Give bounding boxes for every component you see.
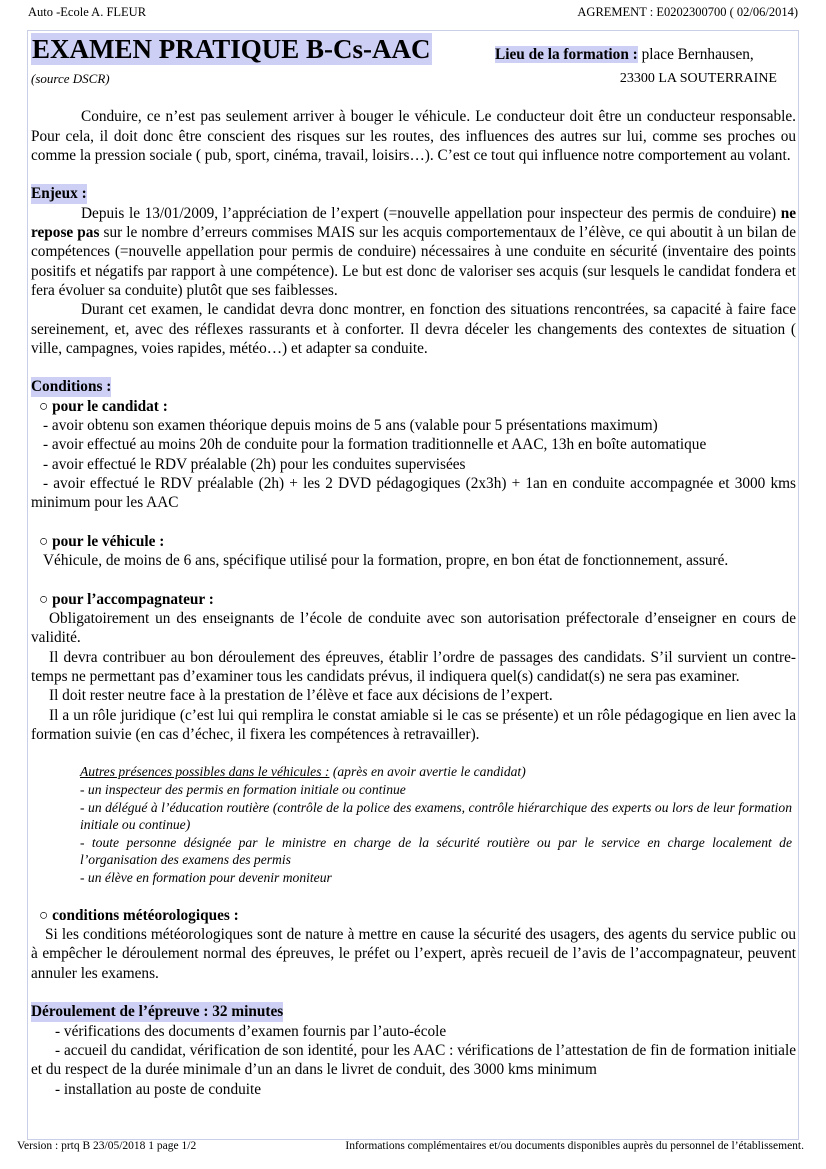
list-item: - un délégué à l’éducation routière (contrôle de la police des examens, contrôle hiérarchique des experts ou lors de leur formation initiale ou continue) — [80, 799, 792, 833]
lieu-label: Lieu de la formation : — [495, 46, 638, 63]
accompagnateur-paragraph: Il devra contribuer au bon déroulement des épreuves, établir l’ordre de passages des candidats. S’il survient un contre-temps ne permettant pas d’examiner tous les candidats prévus, il indiquera quel(s) candidat(s) ne sera pas examiner. — [31, 648, 796, 685]
vehicule-text: Véhicule, de moins de 6 ans, spécifique utilisé pour la formation, propre, en bon état de fonctionnement, assuré. — [43, 552, 729, 570]
vehicule-heading: ○ pour le véhicule : — [39, 532, 165, 550]
meteo-text: Si les conditions météorologiques sont de nature à mettre en cause la sécurité des usagers, des agents du service public ou à empêcher le déroulement normal des épreuves, le préfet ou l’expert, après recueil de l’avis de l’accompagnateur, peuvent annuler les examens. — [31, 926, 796, 982]
list-item: - avoir effectué au moins 20h de conduite pour la formation traditionnelle et AAC, 13h en boîte automatique — [43, 436, 707, 454]
accompagnateur-paragraph: Obligatoirement un des enseignants de l’école de conduite avec son autorisation préfectorale d’enseigner en cours de validité. — [31, 610, 796, 647]
autres-presences-title: Autres présences possibles dans le véhicules : — [80, 764, 330, 780]
autres-presences-note: (après en avoir avertie le candidat) — [329, 764, 526, 780]
header-school-name: Auto -Ecole A. FLEUR — [28, 5, 147, 19]
meteo-heading: ○ conditions météorologiques : — [39, 906, 239, 924]
page-title: EXAMEN PRATIQUE B-Cs-AAC — [32, 34, 431, 64]
footer-info: Informations complémentaires et/ou documents disponibles auprès du personnel de l’établissement. — [345, 1140, 804, 1152]
header-agrement: AGREMENT : E0202300700 ( 02/06/2014) — [577, 5, 798, 19]
source-note: (source DSCR) — [31, 71, 110, 86]
document-body — [31, 33, 796, 1099]
list-item: - un élève en formation pour devenir moniteur — [80, 869, 332, 885]
intro-paragraph: Conduire, ce n’est pas seulement arriver à bouger le véhicule. Le conducteur doit être un conducteur responsable. Pour cela, il doit donc être conscient des risques sur les routes, des influences des autres sur lui, comme ses proches ou comme la pression sociale ( pub, sport, cinéma, travail, loisirs…). C’est ce tout qui influence notre comportement au volant. — [31, 108, 796, 164]
lieu-formation — [495, 45, 754, 64]
autres-presences-block — [31, 763, 792, 886]
lieu-line2: 23300 LA SOUTERRAINE — [619, 71, 777, 86]
accompagnateur-paragraph: Il doit rester neutre face à la prestation de l’élève et face aux décisions de l’expert. — [49, 687, 553, 705]
list-item: - vérifications des documents d’examen fournis par l’auto-école — [55, 1022, 447, 1040]
list-item: - un inspecteur des permis en formation initiale ou continue — [80, 781, 406, 797]
accompagnateur-paragraph: Il a un rôle juridique (c’est lui qui remplira le constat amiable si le cas se présente) et un rôle pédagogique en lien avec la formation suivie (en cas d’échec, il fixera les compétences à retravailler). — [31, 706, 796, 743]
section-deroulement-heading: Déroulement de l’épreuve : 32 minutes — [31, 1003, 284, 1021]
list-item: - avoir effectué le RDV préalable (2h) pour les conduites supervisées — [43, 455, 466, 473]
enjeux-paragraph-1: Depuis le 13/01/2009, l’appréciation de l’expert (=nouvelle appellation pour inspecteur des permis de conduire) ne repose pas sur le nombre d’erreurs commises MAIS sur les acquis comportementaux de l’élève, ce qui aboutit à un bilan de compétences (=nouvelle appellation pour permis de conduire) nécessaires à une conduite en sécurité (inventaire des points positifs et négatifs par rapport à une compétence). Le but est donc de valoriser ses acquis (sur lesquels le candidat fondera et fera évoluer sa conduite) plutôt que ses faiblesses. — [31, 204, 796, 299]
lieu-line1: place Bernhausen, — [637, 46, 754, 63]
list-item: - installation au poste de conduite — [55, 1080, 262, 1098]
accompagnateur-heading: ○ pour l’accompagnateur : — [39, 590, 214, 608]
list-item: - avoir effectué le RDV préalable (2h) + les 2 DVD pédagogiques (2x3h) + 1an en conduite accompagnée et 3000 kms minimum pour les AAC — [31, 474, 796, 512]
list-item: - accueil du candidat, vérification de son identité, pour les AAC : vérifications de l’attestation de fin de formation initiale et du respect de la durée minimale d’un an dans le livret de conduit, des 3000 kms minimum — [31, 1041, 796, 1079]
candidat-heading: ○ pour le candidat : — [39, 397, 168, 415]
footer-version: Version : prtq B 23/05/2018 1 page 1/2 — [17, 1140, 197, 1152]
list-item: - avoir obtenu son examen théorique depuis moins de 5 ans (valable pour 5 présentations maximum) — [43, 417, 658, 435]
section-conditions-heading: Conditions : — [31, 378, 112, 396]
list-item: - toute personne désignée par le ministre en charge de la sécurité routière ou par le service en charge localement de l’organisation des examens des permis — [80, 834, 792, 868]
section-enjeux-heading: Enjeux : — [31, 185, 87, 203]
enjeux-paragraph-2: Durant cet examen, le candidat devra donc montrer, en fonction des situations rencontrées, sa capacité à faire face sereinement, et, avec des réflexes rassurants et à conforter. Il devra déceler les changements des contextes de situation ( ville, campagnes, voies rapides, météo…) et adapter sa conduite. — [31, 301, 796, 357]
